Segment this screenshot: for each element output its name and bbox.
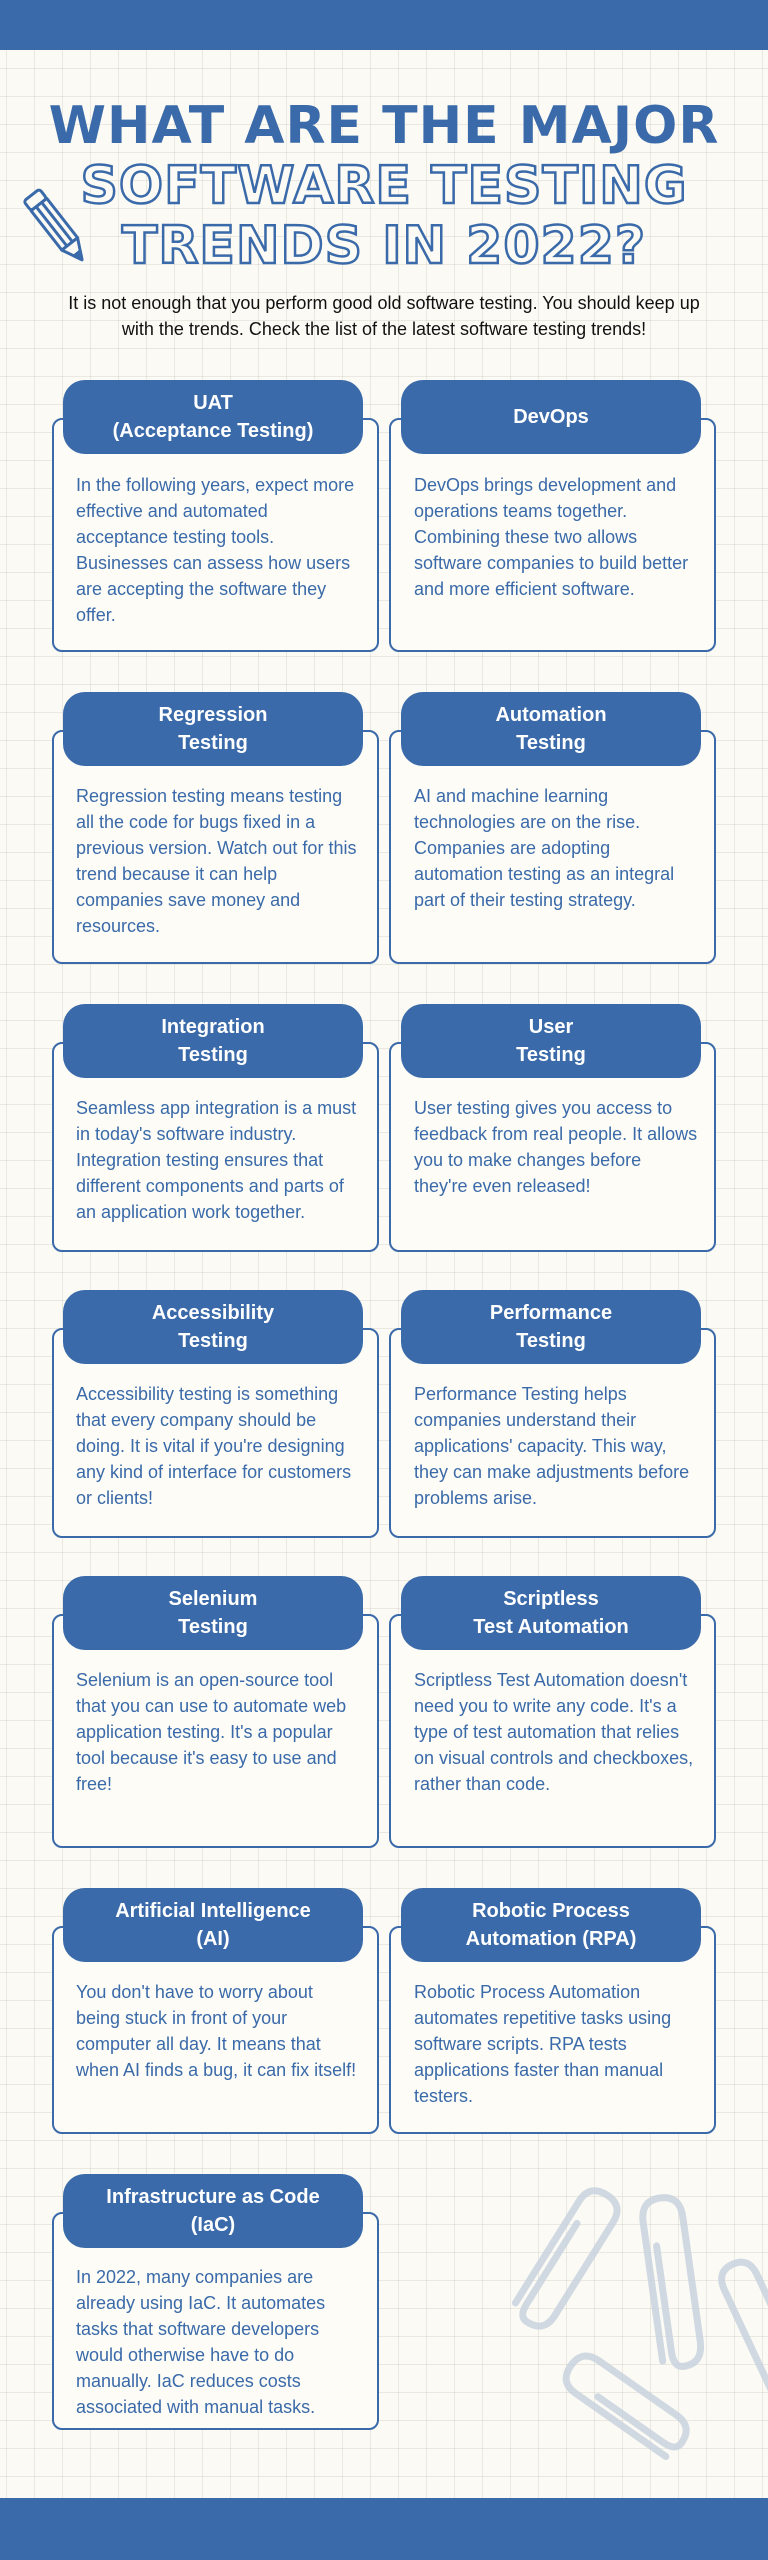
top-banner (0, 0, 768, 50)
trend-card-text-performance: Performance Testing helps companies understand their applications' capacity. This way, they can make adjustments before problems arise. (414, 1384, 690, 1508)
intro-text: It is not enough that you perform good old software testing. You should keep up with the trends. Check the list of the latest software testing trends! (68, 293, 700, 339)
trend-card-text-user: User testing gives you access to feedback from real people. It allows you to make changes before they're even released! (414, 1098, 698, 1196)
trend-card-text-integration: Seamless app integration is a must in today's software industry. Integration testing ensures that different components and parts of an application work together. (76, 1098, 357, 1222)
trend-card-text-selenium: Selenium is an open-source tool that you can use to automate web application testing. It's a popular tool because it's easy to use and free! (76, 1670, 347, 1794)
pencil-icon (18, 184, 98, 274)
paperclip-icon (500, 2170, 768, 2470)
trend-card-text-scriptless: Scriptless Test Automation doesn't need you to write any code. It's a type of test automation that relies on visual controls and checkboxes, rather than code. (414, 1670, 694, 1794)
trend-card-title-iac: Infrastructure as Code (IaC) (63, 2174, 363, 2248)
page-title-line-3: TRENDS IN 2022? (121, 216, 647, 276)
trend-card-text-devops: DevOps brings development and operations teams together. Combining these two allows software companies to build better and more efficient software. (414, 475, 689, 599)
trend-card-title-performance: Performance Testing (401, 1290, 701, 1364)
trend-card-title-accessibility: Accessibility Testing (63, 1290, 363, 1364)
trend-card-title-scriptless: Scriptless Test Automation (401, 1576, 701, 1650)
trend-card-text-uat: In the following years, expect more effective and automated acceptance testing tools. Businesses can assess how users are accepting the software they offer. (76, 475, 355, 625)
trend-card-text-rpa: Robotic Process Automation automates repetitive tasks using software scripts. RPA tests applications faster than manual testers. (414, 1982, 672, 2106)
page-title-line-1: WHAT ARE THE MAJOR (48, 96, 720, 156)
trend-card-text-accessibility: Accessibility testing is something that every company should be doing. It is vital if you're designing any kind of interface for customers or clients! (76, 1384, 352, 1508)
trend-card-title-user: User Testing (401, 1004, 701, 1078)
trend-card-title-devops: DevOps (401, 380, 701, 454)
trend-card-title-regression: Regression Testing (63, 692, 363, 766)
trend-card-title-ai: Artificial Intelligence (AI) (63, 1888, 363, 1962)
trend-card-title-automation: Automation Testing (401, 692, 701, 766)
trend-card-text-regression: Regression testing means testing all the code for bugs fixed in a previous version. Watch out for this trend because it can help companies save money and resources. (76, 786, 357, 936)
trend-card-title-rpa: Robotic Process Automation (RPA) (401, 1888, 701, 1962)
trend-card-text-ai: You don't have to worry about being stuck in front of your computer all day. It means that when AI finds a bug, it can fix itself! (76, 1982, 357, 2080)
trend-card-title-integration: Integration Testing (63, 1004, 363, 1078)
page-title-line-2: SOFTWARE TESTING (80, 156, 688, 216)
trend-card-text-iac: In 2022, many companies are already using IaC. It automates tasks that software developers would otherwise have to do manually. IaC reduces costs associated with manual tasks. (76, 2267, 326, 2417)
trend-card-title-selenium: Selenium Testing (63, 1576, 363, 1650)
trend-card-text-automation: AI and machine learning technologies are on the rise. Companies are adopting automation testing as an integral part of their testing strategy. (414, 786, 675, 910)
trend-card-title-uat: UAT (Acceptance Testing) (63, 380, 363, 454)
bottom-banner (0, 2498, 768, 2560)
